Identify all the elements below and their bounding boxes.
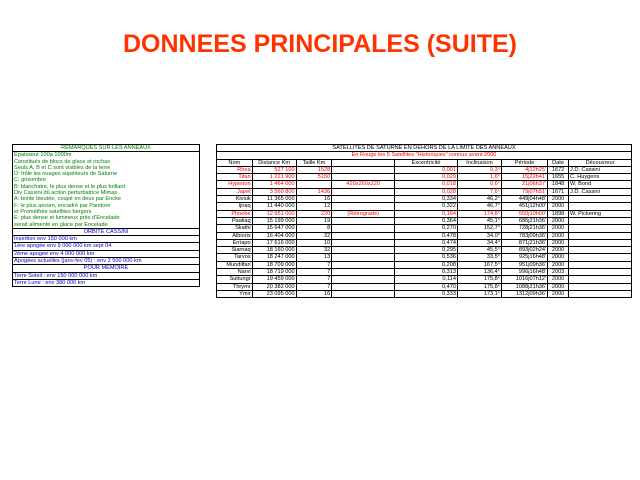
cassini-text: Apogées actuelles (janv-fev 05) : env 2 500 000 km	[13, 258, 200, 265]
satellite-date: 2000	[548, 254, 569, 261]
satellite-period: 550j10h00'	[502, 210, 548, 217]
satellite-eccentricity: 0,536	[395, 254, 458, 261]
satellite-distance: 18 719 000	[252, 269, 296, 276]
satellite-inclination: 175,8°	[458, 276, 502, 283]
satellite-period: 449j04h48'	[502, 196, 548, 203]
satellite-discoverer	[569, 232, 632, 239]
satellite-note	[332, 217, 395, 224]
remark-text: D: frôle les nuages supérieurs de Saturne	[13, 171, 200, 177]
rings-remarks-table	[12, 144, 200, 287]
satellite-eccentricity: 0,333	[395, 290, 458, 297]
satellite-distance: 19 459 000	[252, 276, 296, 283]
satellite-period: 1016j07h12'	[502, 276, 548, 283]
satellite-size: 13	[296, 254, 332, 261]
satellite-inclination: 45,5°	[458, 247, 502, 254]
satellite-date: 1848	[548, 181, 569, 188]
column-header: Période	[502, 159, 548, 166]
satellite-eccentricity: 0,001	[395, 166, 458, 173]
satellite-eccentricity: 0,313	[395, 269, 458, 276]
satellite-period: 893j02h24'	[502, 247, 548, 254]
remark-text: C: grisombre	[13, 177, 200, 183]
satellite-eccentricity: 0,164	[395, 210, 458, 217]
satellite-discoverer: W. Pickering	[569, 210, 632, 217]
satellite-distance: 17 616 000	[252, 239, 296, 246]
satellite-name: Ijiraq	[217, 203, 253, 210]
section-row	[13, 228, 200, 235]
satellite-size: 1528	[296, 166, 332, 173]
remark-text: Epaisseur 100a 1000m	[13, 152, 200, 159]
satellites-subheader-row	[217, 152, 632, 159]
satellite-distance: 23 095 000	[252, 290, 296, 297]
column-header: Distance Km	[252, 159, 296, 166]
satellite-name: Suttungr	[217, 276, 253, 283]
satellite-inclination: 0,3°	[458, 166, 502, 173]
satellites-header: SATELLITES DE SATURNE EN DEHORS DE LA LIMITE DES ANNEAUX	[217, 145, 632, 152]
satellite-eccentricity: 0,270	[395, 225, 458, 232]
satellite-note	[332, 283, 395, 290]
satellite-eccentricity: 0,114	[395, 276, 458, 283]
satellite-date: 1672	[548, 166, 569, 173]
satellite-discoverer: W. Bond	[569, 181, 632, 188]
satellite-name: Rhea	[217, 166, 253, 173]
satellite-size: 8	[296, 225, 332, 232]
satellite-row	[217, 203, 632, 210]
satellite-note	[332, 232, 395, 239]
satellite-row	[217, 196, 632, 203]
memo-row	[13, 279, 200, 286]
remark-row	[13, 222, 200, 229]
satellite-note	[332, 290, 395, 297]
satellite-note	[332, 269, 395, 276]
satellite-size: 32	[296, 247, 332, 254]
satellite-discoverer	[569, 269, 632, 276]
satellite-date: 2000	[548, 247, 569, 254]
satellite-name: Erriapo	[217, 239, 253, 246]
satellite-inclination: 45,1°	[458, 217, 502, 224]
satellite-period: 996j16h48'	[502, 269, 548, 276]
page-title: DONNEES PRINCIPALES (SUITE)	[122, 30, 518, 58]
satellite-distance: 18 247 000	[252, 254, 296, 261]
satellite-name: Titan	[217, 174, 253, 181]
remark-text: serait alimenté en glace par Encelade	[13, 222, 200, 229]
satellite-size: 32	[296, 232, 332, 239]
satellite-eccentricity: 0,018	[395, 181, 458, 188]
satellite-date: 2000	[548, 225, 569, 232]
satellite-date: 2003	[548, 269, 569, 276]
satellite-size: 16	[296, 290, 332, 297]
satellite-eccentricity: 0,295	[395, 247, 458, 254]
satellite-period: 728j21h36'	[502, 225, 548, 232]
remarks-header: REMARQUES SUR LES ANNEAUX	[13, 145, 200, 152]
satellite-period: 871j21h36'	[502, 239, 548, 246]
satellite-note	[332, 196, 395, 203]
satellite-discoverer	[569, 276, 632, 283]
satellite-row	[217, 210, 632, 217]
satellite-size: 7	[296, 276, 332, 283]
satellite-note	[332, 166, 395, 173]
remarks-header-row	[13, 145, 200, 152]
satellite-period: 686j21h36'	[502, 217, 548, 224]
satellite-row	[217, 217, 632, 224]
column-header: Inclinaison	[458, 159, 502, 166]
satellite-note	[332, 254, 395, 261]
satellite-discoverer: J.D. Cassini	[569, 166, 632, 173]
memo-row	[13, 272, 200, 279]
satellite-discoverer	[569, 247, 632, 254]
satellite-note	[332, 276, 395, 283]
satellite-discoverer: C. Huygens	[569, 174, 632, 181]
satellite-period: 783j09h36'	[502, 232, 548, 239]
satellite-eccentricity: 0,334	[395, 196, 458, 203]
satellite-inclination: 34,0°	[458, 232, 502, 239]
satellites-header-row	[217, 145, 632, 152]
satellite-size: 16	[296, 196, 332, 203]
satellite-inclination: 167,5°	[458, 261, 502, 268]
satellite-period: 1088j21h36'	[502, 283, 548, 290]
section-row	[13, 265, 200, 272]
satellite-distance: 18 709 000	[252, 261, 296, 268]
satellite-note	[332, 225, 395, 232]
satellite-row	[217, 254, 632, 261]
remark-text: et Prométhée satellites bergers	[13, 209, 200, 215]
cassini-row	[13, 243, 200, 250]
memo-text: Terre Lune : env 380 000 km	[13, 279, 200, 286]
satellite-inclination: 152,7°	[458, 225, 502, 232]
satellite-name: Paaliaq	[217, 217, 253, 224]
satellite-note	[332, 247, 395, 254]
remark-text: F: le plus ancien, encadré par Pandore	[13, 203, 200, 209]
satellite-name: Skathi	[217, 225, 253, 232]
satellite-discoverer: J.D. Cassini	[569, 188, 632, 195]
satellite-row	[217, 232, 632, 239]
satellite-discoverer	[569, 283, 632, 290]
satellite-name: Albiorix	[217, 232, 253, 239]
satellite-name: Ymir	[217, 290, 253, 297]
satellite-size: 5150	[296, 174, 332, 181]
satellite-inclination: 1,6°	[458, 174, 502, 181]
satellite-eccentricity: 0,322	[395, 203, 458, 210]
satellite-distance: 12 951 000	[252, 210, 296, 217]
satellite-inclination: 33,5°	[458, 254, 502, 261]
satellite-date: 2000	[548, 203, 569, 210]
remark-text: Seuls A, B et C sont visibles de la terre	[13, 165, 200, 171]
column-header: Excentricité	[395, 159, 458, 166]
satellite-distance: 15 199 000	[252, 217, 296, 224]
satellite-size: 1436	[296, 188, 332, 195]
satellite-note	[332, 261, 395, 268]
satellite-discoverer	[569, 254, 632, 261]
satellite-name: Hyperion	[217, 181, 253, 188]
satellite-size: 7	[296, 261, 332, 268]
remark-text: B: blanchatre, le plus dense et le plus brillant	[13, 184, 200, 190]
cassini-text: Insertion env 150 000 km	[13, 236, 200, 243]
remark-row	[13, 152, 200, 159]
satellite-discoverer	[569, 217, 632, 224]
cassini-text: 2ème apogée env 4 000 000 km	[13, 250, 200, 257]
satellite-inclination: 175,8°	[458, 283, 502, 290]
section-cassini: ORBITE CASSINI	[13, 228, 200, 235]
satellite-distance: 20 382 000	[252, 283, 296, 290]
column-header-row	[217, 159, 632, 166]
satellite-name: Thrymr	[217, 283, 253, 290]
section-memo: POUR MEMOIRE	[13, 265, 200, 272]
satellite-date: 2000	[548, 261, 569, 268]
remark-text: A: teinte bleutée, coupé en deux par Encke	[13, 196, 200, 202]
satellite-eccentricity: 0,364	[395, 217, 458, 224]
satellite-distance: 16 404 000	[252, 232, 296, 239]
satellite-name: Phoebe	[217, 210, 253, 217]
satellite-period: 4j12h25'	[502, 166, 548, 173]
satellite-row	[217, 247, 632, 254]
cassini-row	[13, 250, 200, 257]
satellite-row	[217, 261, 632, 268]
satellite-discoverer	[569, 225, 632, 232]
cassini-row	[13, 236, 200, 243]
satellite-row	[217, 290, 632, 297]
satellite-inclination: 46,2°	[458, 196, 502, 203]
satellite-eccentricity: 0,474	[395, 239, 458, 246]
satellite-eccentricity: 0,470	[395, 283, 458, 290]
satellite-discoverer	[569, 196, 632, 203]
satellite-period: 79j07h51'	[502, 188, 548, 195]
satellite-inclination: 0,6°	[458, 181, 502, 188]
satellite-row	[217, 166, 632, 173]
satellite-date: 2000	[548, 290, 569, 297]
satellite-note: 420x260x220	[332, 181, 395, 188]
satellite-note: (Rétrograde)	[332, 210, 395, 217]
satellite-row	[217, 283, 632, 290]
satellite-date: 1898	[548, 210, 569, 217]
satellite-inclination: 136,4°	[458, 269, 502, 276]
satellite-row	[217, 188, 632, 195]
satellites-subheader: En Rouge les 5 Satellites "Historiques" connus avant 2000	[217, 152, 632, 159]
satellite-date: 2000	[548, 283, 569, 290]
satellite-note	[332, 203, 395, 210]
satellite-distance: 15 647 000	[252, 225, 296, 232]
satellite-row	[217, 225, 632, 232]
satellite-date: 2000	[548, 196, 569, 203]
satellite-size: 12	[296, 203, 332, 210]
satellite-date: 2000	[548, 217, 569, 224]
satellite-discoverer	[569, 239, 632, 246]
satellite-period: 451j12h00'	[502, 203, 548, 210]
remark-text: Constitués de blocs de glace et rochas	[13, 159, 200, 165]
satellite-distance: 18 160 000	[252, 247, 296, 254]
satellite-discoverer	[569, 203, 632, 210]
satellite-name: Japet	[217, 188, 253, 195]
satellite-name: Siarnaq	[217, 247, 253, 254]
satellite-distance: 3 560 800	[252, 188, 296, 195]
satellite-period: 925j16h48'	[502, 254, 548, 261]
satellite-row	[217, 174, 632, 181]
satellite-size: 220	[296, 210, 332, 217]
column-header: Nom	[217, 159, 253, 166]
satellite-distance: 11 365 000	[252, 196, 296, 203]
satellite-distance: 1 464 000	[252, 181, 296, 188]
satellite-eccentricity: 0,208	[395, 261, 458, 268]
satellite-inclination: 173,1°	[458, 290, 502, 297]
remark-text: Div Cassini dû action perturbatrice Mimas	[13, 190, 200, 196]
satellite-row	[217, 276, 632, 283]
satellite-note	[332, 239, 395, 246]
satellite-name: Mundilfari	[217, 261, 253, 268]
satellite-date: 1655	[548, 174, 569, 181]
satellite-period: 951j09h36'	[502, 261, 548, 268]
satellite-size	[296, 181, 332, 188]
column-header: Taille Km	[296, 159, 332, 166]
column-header: Découvreur	[569, 159, 632, 166]
remark-text: E: plus dense et lumineux près d'Encelade	[13, 215, 200, 221]
column-header	[332, 159, 395, 166]
satellite-period: 1312j09h36'	[502, 290, 548, 297]
satellite-distance: 11 440 000	[252, 203, 296, 210]
satellite-date: 2000	[548, 276, 569, 283]
satellite-row	[217, 181, 632, 188]
satellite-distance: 1 221 900	[252, 174, 296, 181]
satellite-note	[332, 188, 395, 195]
satellite-name: Kiviuk	[217, 196, 253, 203]
satellite-name: Tarvos	[217, 254, 253, 261]
satellite-eccentricity: 0,029	[395, 174, 458, 181]
satellite-inclination: 174,8°	[458, 210, 502, 217]
satellite-row	[217, 269, 632, 276]
satellite-size: 19	[296, 217, 332, 224]
satellite-discoverer	[569, 290, 632, 297]
cassini-row	[13, 258, 200, 265]
satellite-date: 1671	[548, 188, 569, 195]
memo-text: Terre Soleil : env 150 000 000 km	[13, 272, 200, 279]
satellite-size: 7	[296, 269, 332, 276]
satellites-table	[216, 144, 632, 298]
column-header: Date	[548, 159, 569, 166]
satellite-inclination: 34,4°	[458, 239, 502, 246]
cassini-text: 1ère apogée env 9 000 000 km sept 04	[13, 243, 200, 250]
satellite-distance: 527 100	[252, 166, 296, 173]
satellite-name: Narvi	[217, 269, 253, 276]
satellite-period: 21j06h37'	[502, 181, 548, 188]
satellite-date: 2000	[548, 232, 569, 239]
satellite-size: 10	[296, 239, 332, 246]
satellite-date: 2000	[548, 239, 569, 246]
satellite-size: 7	[296, 283, 332, 290]
satellite-inclination: 46,7°	[458, 203, 502, 210]
satellite-row	[217, 239, 632, 246]
satellite-eccentricity: 0,028	[395, 188, 458, 195]
satellite-inclination: 7,6°	[458, 188, 502, 195]
satellite-period: 15j22h41'	[502, 174, 548, 181]
satellite-note	[332, 174, 395, 181]
satellite-discoverer	[569, 261, 632, 268]
satellite-eccentricity: 0,478	[395, 232, 458, 239]
